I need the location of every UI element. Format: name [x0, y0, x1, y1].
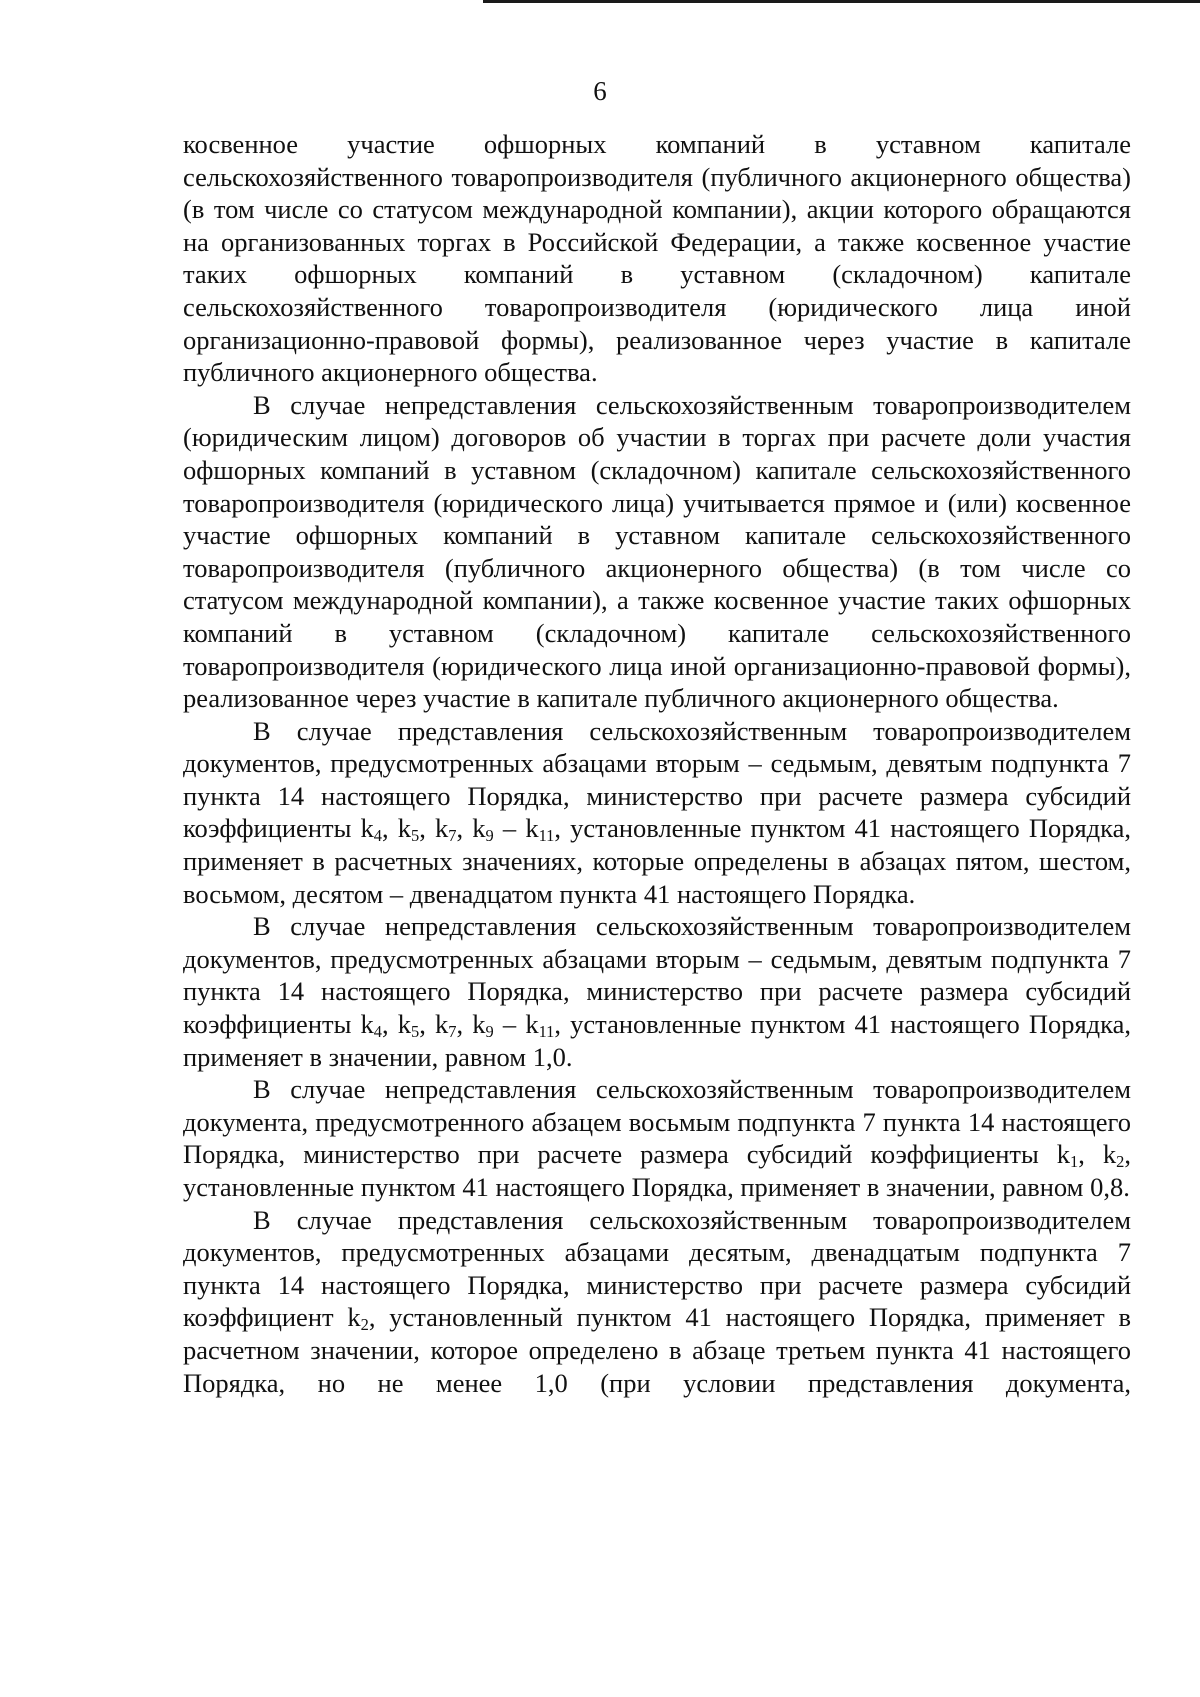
paragraph-text-start: В случае непредставления сельскохозяйственным товаропроизводителем документа, предусмотренного абзацем восьмым подпункта 7 пункта 14 настоящего Порядка, министерство при расчете размера субсидий коэффициенты	[183, 1074, 1131, 1170]
coefficient-k7: $k_7$	[435, 1009, 457, 1042]
paragraph-text-start: В случае непредставления сельскохозяйственным товаропроизводителем документов, предусмотренных абзацами вторым – седьмым, девятым подпункта 7 пункта 14 настоящего Порядка, министерство при расчете размера субсидий коэффициенты	[183, 911, 1131, 1040]
coefficient-k11: $k_{11}$	[525, 1009, 555, 1042]
coefficient-k7: $k_7$	[435, 813, 457, 846]
paragraph-documents-not-presented-coefficients: В случае непредставления сельскохозяйственным товаропроизводителем документов, предусмотренных абзацами вторым – седьмым, девятым подпункта 7 пункта 14 настоящего Порядка, министерство при расчете размера субсидий коэффициенты $k_4$, $k_5$, $k_7$, $k_9 - k_{11}$, установленные пунктом 41 настоящего Порядка, применяет в значении, равном 1,0.	[183, 911, 1132, 1072]
paragraph-text-end: , установленные пунктом 41 настоящего Порядка, применяет в значении, равном 1,0.	[183, 1009, 1132, 1072]
coefficient-k5: $k_5$	[397, 813, 420, 846]
paragraph-text-start: В случае представления сельскохозяйственным товаропроизводителем документов, предусмотренных абзацами вторым – седьмым, девятым подпункта 7 пункта 14 настоящего Порядка, министерство при расчете размера субсидий коэффициенты	[183, 715, 1131, 844]
scan-edge-line	[483, 0, 1200, 3]
paragraph-documents-presented-k2	[183, 1204, 1131, 1400]
coefficient-k4: $k_4$	[360, 1009, 383, 1042]
document-body	[183, 128, 1131, 1399]
paragraph-no-trading-contracts: В случае непредставления сельскохозяйственным товаропроизводителем (юридическим лицом) договоров об участии в торгах при расчете доли участия офшорных компаний в уставном (складочном) капитале сельскохозяйственного товаропроизводителя (юридического лица) учитывается прямое и (или) косвенное участие офшорных компаний в уставном капитале сельскохозяйственного товаропроизводителя (публичного акционерного общества) (в том числе со статусом международной компании), а также косвенное участие таких офшорных компаний в уставном (складочном) капитале сельскохозяйственного товаропроизводителя (юридического лица иной организационно-правовой формы), реализованное через участие в капитале публичного акционерного общества.	[183, 389, 1131, 714]
coefficient-k4: $k_4$	[360, 813, 383, 846]
page-number: 6	[593, 76, 607, 106]
coefficient-k9: $k_9$	[472, 813, 494, 846]
coefficient-k1: $k_1$	[1056, 1139, 1079, 1172]
paragraph-offshore-indirect-participation: косвенное участие офшорных компаний в уставном капитале сельскохозяйственного товаропроизводителя (публичного акционерного общества) (в том числе со статусом международной компании), акции которого обращаются на организованных торгах в Российской Федерации, а также косвенное участие таких офшорных компаний в уставном (складочном) капитале сельскохозяйственного товаропроизводителя (юридического лица иной организационно-правовой формы), реализованное через участие в капитале публичного акционерного общества.	[183, 129, 1131, 388]
coefficient-k2: $k_2$	[1102, 1139, 1125, 1172]
paragraph-text-end: , установленные пунктом 41 настоящего Порядка, применяет в расчетных значениях, которые определены в абзацах пятом, шестом, восьмом, десятом – двенадцатом пункта 41 настоящего Порядка.	[183, 813, 1132, 909]
paragraph-documents-presented-coefficients: В случае представления сельскохозяйственным товаропроизводителем документов, предусмотренных абзацами вторым – седьмым, девятым подпункта 7 пункта 14 настоящего Порядка, министерство при расчете размера субсидий коэффициенты $k_4$, $k_5$, $k_7$, $k_9 - k_{11}$, установленные пунктом 41 настоящего Порядка, применяет в расчетных значениях, которые определены в абзацах пятом, шестом, восьмом, десятом – двенадцатом пункта 41 настоящего Порядка.	[183, 715, 1132, 909]
paragraph-text-start: В случае представления сельскохозяйственным товаропроизводителем документов, предусмотренных абзацами десятым, двенадцатым подпункта 7 пункта 14 настоящего Порядка, министерство при расчете размера субсидий коэффициент	[183, 1204, 1131, 1333]
paragraph-text-end: , установленный пунктом 41 настоящего Порядка, применяет в расчетном значении, которое определено в абзаце третьем пункта 41 настоящего Порядка, но не менее 1,0 (при условии представления документа,	[183, 1302, 1131, 1398]
paragraph-text-end: , установленные пунктом 41 настоящего Порядка, применяет в значении, равном 0,8.	[183, 1139, 1132, 1202]
coefficient-k11: $k_{11}$	[525, 813, 555, 846]
coefficient-k2: $k_2$	[347, 1302, 369, 1335]
coefficient-k9: $k_9$	[472, 1009, 494, 1042]
paragraph-document-not-presented-k1-k2: В случае непредставления сельскохозяйственным товаропроизводителем документа, предусмотренного абзацем восьмым подпункта 7 пункта 14 настоящего Порядка, министерство при расчете размера субсидий коэффициенты $k_1$, $k_2$, установленные пунктом 41 настоящего Порядка, применяет в значении, равном 0,8.	[183, 1074, 1132, 1202]
coefficient-k5: $k_5$	[397, 1009, 420, 1042]
